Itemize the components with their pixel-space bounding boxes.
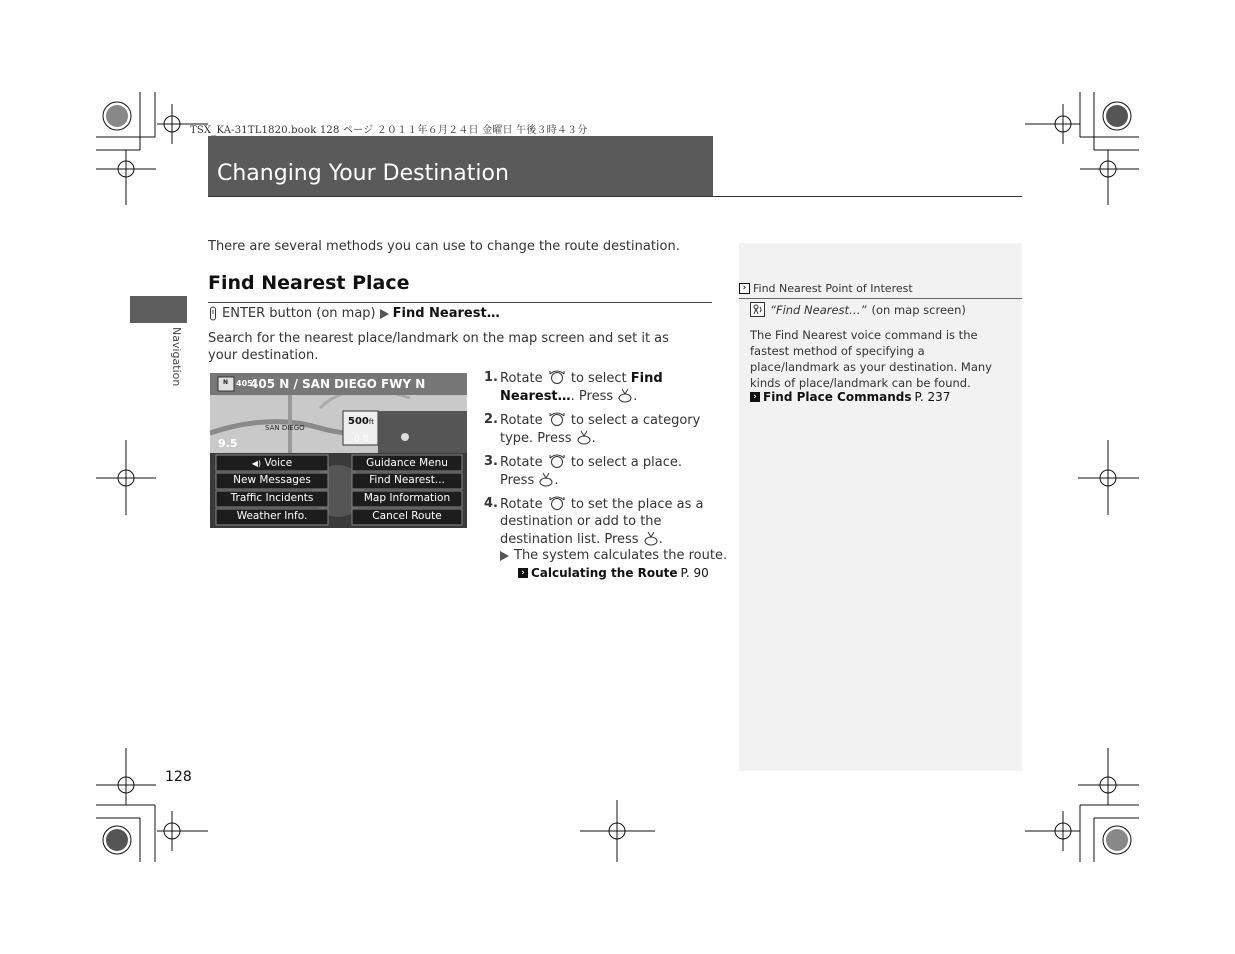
screen-speed: 9.5 (218, 437, 238, 450)
screen-shield: 405 (236, 379, 253, 388)
arrow-right-icon (500, 551, 509, 561)
path-enter: ENTER button (on map) (222, 306, 376, 321)
voice-command-text: “Find Nearest…” (770, 302, 867, 317)
press-dial-icon (617, 387, 633, 403)
step-4: 4. Rotate to set the place as a destination or add to the destination list. Press . (484, 496, 704, 547)
press-dial-icon (576, 429, 592, 445)
side-tab-label: Navigation (170, 327, 183, 387)
page-title: Changing Your Destination (217, 161, 509, 186)
section-description: Search for the nearest place/landmark on the map screen and set it as your destination. (208, 331, 669, 363)
ref-page: P. 237 (914, 390, 951, 404)
step-2: 2. Rotate to select a category type. Press . (484, 412, 701, 446)
menu-voice: ◀) Voice (251, 457, 293, 469)
ref-page: P. 90 (680, 566, 709, 580)
printer-line: TSX_KA-31TL1820.book 128 ページ ２０１１年６月２４日 金曜日 午後３時４３分 (190, 125, 588, 136)
section-heading: Find Nearest Place (208, 272, 410, 294)
menu-weather-info: Weather Info. (236, 510, 308, 522)
calculating-route-link[interactable] (518, 566, 709, 580)
find-place-commands-link[interactable] (750, 390, 950, 404)
title-rule (208, 196, 1022, 197)
arrow-right-icon (380, 309, 389, 319)
press-dial-icon (643, 530, 659, 546)
menu-find-nearest: Find Nearest... (369, 474, 445, 486)
menu-traffic-incidents: Traffic Incidents (230, 492, 314, 504)
interface-dial-icon (547, 369, 567, 385)
intro-text: There are several methods you can use to change the route destination. (208, 239, 680, 254)
side-tab (130, 296, 187, 323)
sidebar-title: › Find Nearest Point of Interest (739, 282, 913, 295)
sidebar-rule (739, 298, 1022, 299)
ref-title: Find Place Commands (763, 390, 912, 404)
voice-command-icon (750, 302, 765, 317)
screen-scale-bottom: 0 ft (354, 434, 370, 444)
step-list (484, 369, 714, 554)
navigation-screen-image (210, 373, 467, 528)
menu-map-information: Map Information (363, 492, 451, 504)
screen-compass: N (223, 379, 229, 386)
menu-path (208, 306, 500, 321)
section-rule (208, 302, 712, 303)
note-icon: › (739, 283, 750, 294)
path-target: Find Nearest… (392, 306, 500, 321)
menu-guidance: Guidance Menu (366, 457, 448, 469)
interface-dial-icon (547, 495, 567, 511)
voice-command-line (750, 302, 966, 317)
step-1: 1. Rotate to select Find Nearest…. Press . (484, 370, 663, 404)
result-line (500, 548, 727, 563)
screen-city: SAN DIEGO (265, 424, 305, 432)
screen-scale-unit: ft (368, 418, 374, 426)
menu-new-messages: New Messages (233, 474, 311, 486)
cross-reference-icon: › (518, 568, 528, 578)
screen-road-label: 405 N / SAN DIEGO FWY N (250, 377, 426, 391)
press-dial-icon (538, 471, 554, 487)
ref-title: Calculating the Route (531, 566, 678, 580)
result-text: The system calculates the route. (514, 548, 728, 563)
sidebar-body: The Find Nearest voice command is the fastest method of specifying a place/landmark as your destination. Many kinds of place/landmark can be found. (750, 328, 992, 390)
map-graphic (210, 373, 467, 528)
enter-button-icon (208, 306, 218, 321)
voice-command-note: (on map screen) (871, 302, 966, 317)
interface-dial-icon (547, 453, 567, 469)
speaker-icon: ◀) (251, 459, 261, 468)
menu-cancel-route: Cancel Route (372, 510, 442, 522)
cross-reference-icon: › (750, 392, 760, 402)
screen-scale-top: 500 (348, 416, 369, 427)
interface-dial-icon (547, 411, 567, 427)
sidebar-panel (739, 243, 1022, 771)
step-3: 3. Rotate to select a place. Press . (484, 454, 682, 488)
page-number: 128 (165, 769, 192, 785)
